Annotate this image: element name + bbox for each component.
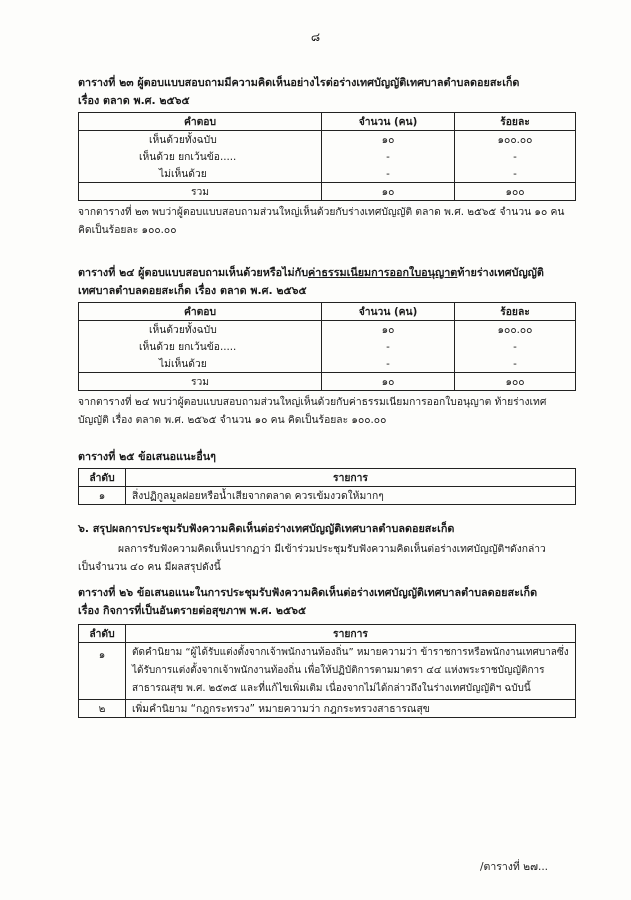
percent-cell: - — [455, 338, 576, 355]
number-cell: ๒ — [79, 700, 126, 718]
count-cell: - — [322, 355, 455, 373]
header-number: ลำดับ — [79, 625, 126, 643]
table-23-note — [78, 203, 576, 239]
total-count: ๑๐ — [322, 373, 455, 391]
table-row — [79, 355, 576, 373]
table-24-section — [78, 264, 576, 429]
table-24-note-line2: บัญญัติ เรื่อง ตลาด พ.ศ. ๒๕๖๕ จำนวน ๑๐ คน คิดเป็นร้อยละ ๑๐๐.๐๐ — [78, 414, 387, 426]
table-row — [79, 487, 576, 505]
header-count: จำนวน (คน) — [322, 113, 455, 131]
item-line: สาธารณสุข พ.ศ. ๒๕๓๕ และที่แก้ไขเพิ่มเติม เนื่องจากไม่ได้กล่าวถึงในร่างเทศบัญญัติฯ ฉบับนี้ — [132, 683, 531, 694]
table-23-note-line2: คิดเป็นร้อยละ ๑๐๐.๐๐ — [78, 224, 177, 236]
header-answer: คำตอบ — [79, 303, 322, 321]
continuation-footer: /ตารางที่ ๒๗... — [480, 861, 549, 873]
table-row — [79, 131, 576, 149]
table-header-row — [79, 113, 576, 131]
section-6-paragraph — [78, 540, 576, 576]
total-row — [79, 373, 576, 391]
table-24 — [78, 302, 576, 391]
table-25-section — [78, 448, 576, 505]
table-24-title-underlined: ค่าธรรมเนียมการออกใบอนุญาต — [308, 266, 458, 279]
table-23-section — [78, 74, 576, 239]
table-26-title-line1: ตารางที่ ๒๖ ข้อเสนอแนะในการประชุมรับฟังความคิดเห็นต่อร่างเทศบัญญัติเทศบาลตำบลดอยสะเก็ด — [78, 586, 538, 599]
table-header-row — [79, 469, 576, 487]
section-6-title: ๖. สรุปผลการประชุมรับฟังความคิดเห็นต่อร่างเทศบัญญัติเทศบาลตำบลดอยสะเก็ด — [78, 522, 455, 535]
table-row — [79, 338, 576, 355]
table-23-note-line1: จากตารางที่ ๒๓ พบว่าผู้ตอบแบบสอบถามส่วนใหญ่เห็นด้วยกับร่างเทศบัญญัติ ตลาด พ.ศ. ๒๕๖๕ จำนวน ๑๐ คน — [78, 206, 565, 218]
table-23 — [78, 112, 576, 201]
header-item: รายการ — [126, 625, 576, 643]
table-row — [79, 148, 576, 165]
percent-cell: - — [455, 165, 576, 183]
header-count: จำนวน (คน) — [322, 303, 455, 321]
total-label: รวม — [79, 183, 322, 201]
answer-cell: เห็นด้วยทั้งฉบับ — [79, 321, 322, 339]
table-25-title: ตารางที่ ๒๕ ข้อเสนอแนะอื่นๆ — [78, 450, 216, 463]
total-count: ๑๐ — [322, 183, 455, 201]
page-number: ๘ — [310, 30, 321, 44]
total-row — [79, 183, 576, 201]
table-26-section — [78, 584, 576, 718]
total-label: รวม — [79, 373, 322, 391]
table-header-row — [79, 625, 576, 643]
item-cell — [126, 643, 576, 700]
table-header-row — [79, 303, 576, 321]
percent-cell: - — [455, 355, 576, 373]
table-row — [79, 165, 576, 183]
item-cell: เพิ่มคำนิยาม “กฎกระทรวง” หมายความว่า กฎกระทรวงสาธารณสุข — [126, 700, 576, 718]
percent-cell: ๑๐๐.๐๐ — [455, 131, 576, 149]
section-6 — [78, 520, 576, 576]
table-25 — [78, 468, 576, 505]
total-percent: ๑๐๐ — [455, 183, 576, 201]
table-row — [79, 321, 576, 339]
header-answer: คำตอบ — [79, 113, 322, 131]
answer-cell: เห็นด้วยทั้งฉบับ — [79, 131, 322, 149]
count-cell: - — [322, 338, 455, 355]
table-23-title — [78, 74, 576, 110]
header-item: รายการ — [126, 469, 576, 487]
table-24-note — [78, 393, 576, 429]
table-24-title-pre: ตารางที่ ๒๔ ผู้ตอบแบบสอบถามเห็นด้วยหรือไม่กับ — [78, 266, 309, 279]
section-6-para-line1: ผลการรับฟังความคิดเห็นปรากฏว่า มีเข้าร่วมประชุมรับฟังความคิดเห็นต่อร่างเทศบัญญัติฯดังกล่าว — [118, 543, 546, 555]
answer-cell: เห็นด้วย ยกเว้นข้อ..... — [79, 338, 322, 355]
header-percent: ร้อยละ — [455, 303, 576, 321]
table-24-note-line1: จากตารางที่ ๒๔ พบว่าผู้ตอบแบบสอบถามส่วนใหญ่เห็นด้วยกับค่าธรรมเนียมการออกใบอนุญาต ท้ายร่างเทศ — [78, 396, 547, 408]
item-line: ได้รับการแต่งตั้งจากเจ้าพนักงานท้องถิ่น เพื่อให้ปฏิบัติการตามมาตรา ๔๔ แห่งพระราชบัญญัติการ — [132, 665, 545, 676]
count-cell: - — [322, 148, 455, 165]
percent-cell: - — [455, 148, 576, 165]
count-cell: - — [322, 165, 455, 183]
answer-cell: ไม่เห็นด้วย — [79, 355, 322, 373]
percent-cell: ๑๐๐.๐๐ — [455, 321, 576, 339]
table-24-title-line2: เทศบาลตำบลดอยสะเก็ด เรื่อง ตลาด พ.ศ. ๒๕๖๕ — [78, 284, 307, 297]
answer-cell: เห็นด้วย ยกเว้นข้อ..... — [79, 148, 322, 165]
header-percent: ร้อยละ — [455, 113, 576, 131]
table-26-title — [78, 584, 576, 620]
number-cell: ๑ — [79, 487, 126, 505]
table-row — [79, 700, 576, 718]
table-23-title-line2: เรื่อง ตลาด พ.ศ. ๒๕๖๕ — [78, 94, 190, 107]
total-percent: ๑๐๐ — [455, 373, 576, 391]
answer-cell: ไม่เห็นด้วย — [79, 165, 322, 183]
table-26-title-line2: เรื่อง กิจการที่เป็นอันตรายต่อสุขภาพ พ.ศ. ๒๕๖๕ — [78, 604, 307, 617]
header-number: ลำดับ — [79, 469, 126, 487]
item-cell: สิ่งปฏิกูลมูลฝอยหรือน้ำเสียจากตลาด ควรเข้มงวดให้มากๆ — [126, 487, 576, 505]
table-24-title — [78, 264, 576, 300]
table-row — [79, 643, 576, 700]
count-cell: ๑๐ — [322, 131, 455, 149]
table-23-title-line1: ตารางที่ ๒๓ ผู้ตอบแบบสอบถามมีความคิดเห็นอย่างไรต่อร่างเทศบัญญัติเทศบาลตำบลดอยสะเก็ด — [78, 76, 520, 89]
count-cell: ๑๐ — [322, 321, 455, 339]
section-6-para-line2: เป็นจำนวน ๔๐ คน มีผลสรุปดังนี้ — [78, 561, 221, 573]
table-24-title-post: ท้ายร่างเทศบัญญัติ — [457, 266, 544, 279]
table-26 — [78, 624, 576, 718]
table-24-title-line1 — [78, 264, 576, 282]
number-cell: ๑ — [79, 643, 126, 700]
item-line: ตัดคำนิยาม “ผู้ได้รับแต่งตั้งจากเจ้าพนักงานท้องถิ่น” หมายความว่า ข้าราชการหรือพนักงานเทศบาลซึ่ง — [132, 647, 569, 658]
